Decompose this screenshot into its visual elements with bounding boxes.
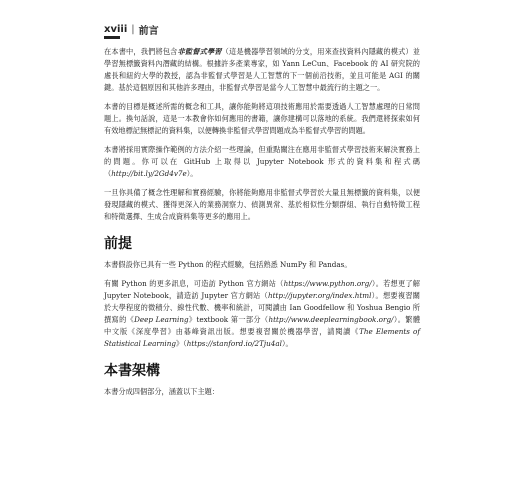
intro-paragraph-3: 本書將採用實際操作範例的方法介紹一些理論，但重點關注在應用非監督式學習技術來解決實務上的問題。你可以在 GitHub 上取得以 Jupyter Notebook 形式的資料集和程式碼（http://bit.ly/2Gd4v7e）。 xyxy=(104,145,420,178)
jupyter-link[interactable]: http://jupyter.org/index.html xyxy=(267,291,372,300)
term-unsupervised-learning: 非監督式學習 xyxy=(177,47,222,56)
chapter-title: 前言 xyxy=(138,26,159,37)
deeplearningbook-link[interactable]: http://www.deeplearningbook.org/ xyxy=(268,315,394,324)
header-separator: | xyxy=(131,24,135,35)
page-body xyxy=(104,46,420,405)
intro-paragraph-1: 在本書中，我們將包含非監督式學習（這是機器學習領域的分支，用來查找資料內隱藏的模式）並學習無標籤資料內潛藏的結構。根據許多產業專家，如 Yann LeCun、Facebook 的 AI 研究院的處長和紐約大學的教授，認為非監督式學習是人工智慧的下一個前沿技術，並且可能是 AGI 的關鍵。基於這個原因和其他許多理由，非監督式學習是當今人工智慧中最流行的主題之一。 xyxy=(104,47,420,92)
header-rule xyxy=(104,36,120,39)
prerequisites-paragraph-1: 本書假設你已具有一些 Python 的程式經驗，包括熟悉 NumPy 和 Pandas。 xyxy=(104,260,352,269)
book-title-deep-learning: Deep Learning xyxy=(134,315,189,324)
book-title-elements-statistical-learning: The Elements of Statistical Learning xyxy=(104,327,420,348)
structure-paragraph-1: 本書分成四個部分，涵蓋以下主題： xyxy=(104,387,220,396)
stanford-link[interactable]: https://stanford.io/2Tju4al xyxy=(186,339,282,348)
section-heading-book-structure: 本書架構 xyxy=(104,363,160,379)
running-header xyxy=(104,22,434,37)
section-heading-prerequisites: 前提 xyxy=(104,236,132,252)
prerequisites-paragraph-2: 有關 Python 的更多訊息，可造訪 Python 官方網站（https://www.python.org/）。若想更了解 Jupyter Notebook，請造訪 Jupyter 官方網站（http://jupyter.org/index.html）。想要複習關於大學程度的微積分、線性代數、機率和統計，可閱讀由 Ian Goodfellow 和 Yoshua Bengio 所撰寫的《Deep Learning》textbook 第一部分（http://www.deeplearningbook.org/）。繁體中文版《深度學習》由碁峰資訊出版。想要複習關於機器學習，請閱讀《The Elements of Statistical Learning》（https://stanford.io/2Tju4al）。 xyxy=(104,279,421,348)
page-number: xviii xyxy=(104,24,128,35)
github-link[interactable]: http://bit.ly/2Gd4v7e xyxy=(111,169,187,178)
python-link[interactable]: https://www.python.org/ xyxy=(283,279,372,288)
intro-paragraph-2: 本書的目標是概述所需的概念和工具，讓你能夠將這項技術應用於需要透過人工智慧處理的日常問題上。換句話說，這是一本教會你如何應用的書籍，讓你建構可以落地的系統。我們還將探索如何有效地標記無標記的資料集，以便轉換非監督式學習問題成為半監督式學習的問題。 xyxy=(104,102,420,135)
intro-paragraph-4: 一旦你具備了概念性理解和實務經驗，你將能夠應用非監督式學習於大量且無標籤的資料集，以便發現隱藏的模式、獲得更深入的業務洞察力、偵測異常、基於相似性分類群組、執行自動特徵工程和特徵選擇、生成合成資料集等更多的應用上。 xyxy=(104,188,420,221)
